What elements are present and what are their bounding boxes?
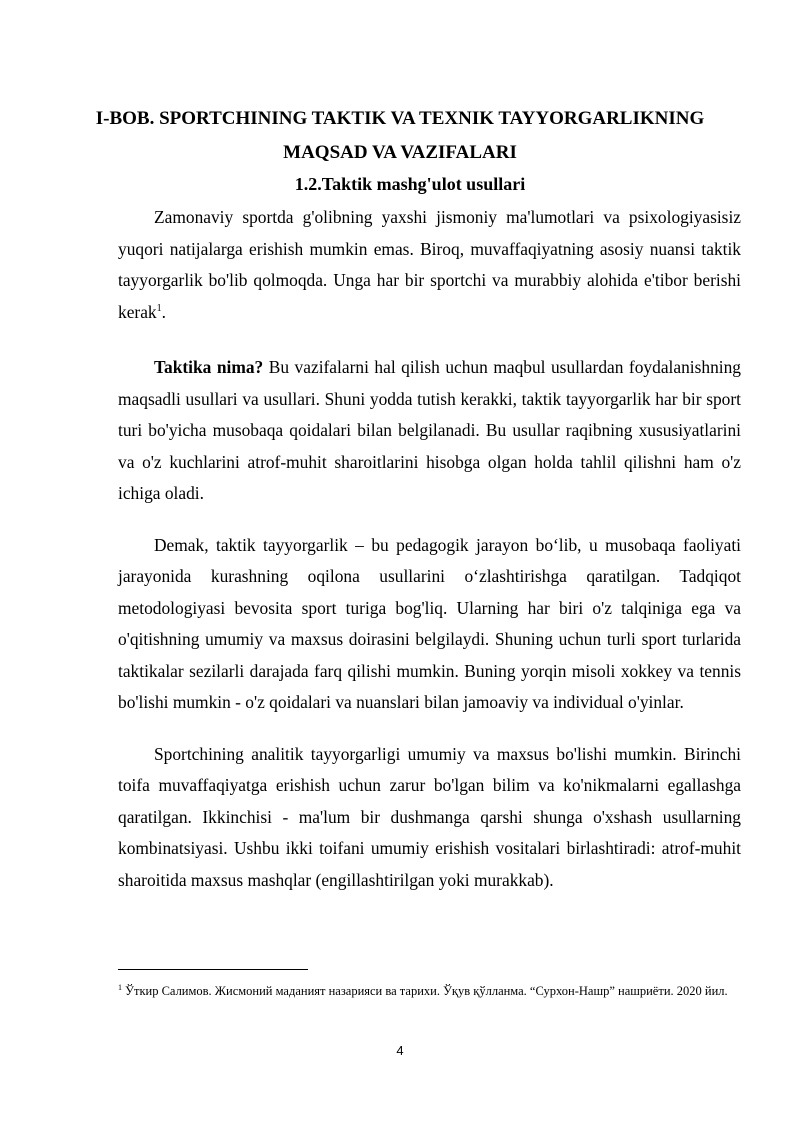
- page-number: 4: [396, 1043, 404, 1058]
- footnote-marker: 1: [118, 982, 122, 992]
- footnote-separator: [118, 969, 308, 970]
- paragraph-2: [118, 352, 741, 510]
- footnote-text: Ўткир Салимов. Жисмоний маданият назарияси ва тарихи. Ўқув қўлланма. “Сурхон-Нашр” нашриёти. 2020 йил.: [122, 984, 728, 998]
- footnote: [118, 976, 741, 1006]
- paragraph-2-bold-lead: Taktika nima?: [154, 357, 264, 377]
- paragraph-1-text: Zamonaviy sportda g'olibning yaxshi jismoniy ma'lumotlari va psixologiyasisiz yuqori natijalarga erishish mumkin emas. Biroq, muvaffaqiyatning asosiy nuansi taktik tayyorgarlik bo'lib qolmoqda. Unga har bir sportchi va murabbiy alohida e'tibor berishi kerak: [118, 207, 741, 322]
- paragraph-3-text: Demak, taktik tayyorgarlik – bu pedagogik jarayon bo‘lib, u musobaqa faoliyati jarayonida kurashning oqilona usullarini o‘zlashtirishga qaratilgan. Tadqiqot metodologiyasi bevosita sport turiga bog'liq. Ularning har biri o'z talqiniga ega va o'qitishning umumiy va maxsus doirasini belgilaydi. Shuning uchun turli sport turlarida taktikalar sezilarli darajada farq qilishi mumkin. Buning yorqin misoli xokkey va tennis bo'lishi mumkin - o'z qoidalari va nuanslari bilan jamoaviy va individual o'yinlar.: [118, 534, 741, 712]
- footnote-reference[interactable]: 1: [156, 302, 162, 314]
- paragraph-1-end: .: [161, 301, 166, 322]
- section-heading: 1.2.Taktik mashg'ulot usullari: [294, 174, 526, 194]
- body-text: [118, 202, 741, 916]
- paragraph-3: [118, 530, 741, 719]
- chapter-title-line-2: MAQSAD VA VAZIFALARI: [283, 142, 517, 163]
- paragraph-4-text: Sportchining analitik tayyorgarligi umumiy va maxsus bo'lishi mumkin. Birinchi toifa muvaffaqiyatga erishish uchun zarur bo'lgan bilim va ko'nikmalarni egallashga qaratilgan. Ikkinchisi - ma'lum bir dushmanga qarshi shunga o'xshash usullarning kombinatsiyasi. Ushbu ikki toifani umumiy erishish vositalari birlashtiradi: atrof-muhit sharoitida maxsus mashqlar (engillashtirilgan yoki murakkab).: [118, 743, 741, 890]
- paragraph-1: [118, 202, 741, 328]
- paragraph-4: [118, 739, 741, 897]
- paragraph-2-text: Bu vazifalarni hal qilish uchun maqbul usullardan foydalanishning maqsadli usullari va usullari. Shuni yodda tutish kerakki, taktik tayyorgarlik har bir sport turi bo'yicha musobaqa qoidalari bilan belgilanadi. Bu usullar raqibning xususiyatlarini va o'z kuchlarini atrof-muhit sharoitlarini hisobga olgan holda tahlil qilishni ham o'z ichiga oladi.: [118, 357, 741, 503]
- chapter-title-line-1: I-BOB. SPORTCHINING TAKTIK VA TEXNIK TAYYORGARLIKNING: [95, 108, 705, 129]
